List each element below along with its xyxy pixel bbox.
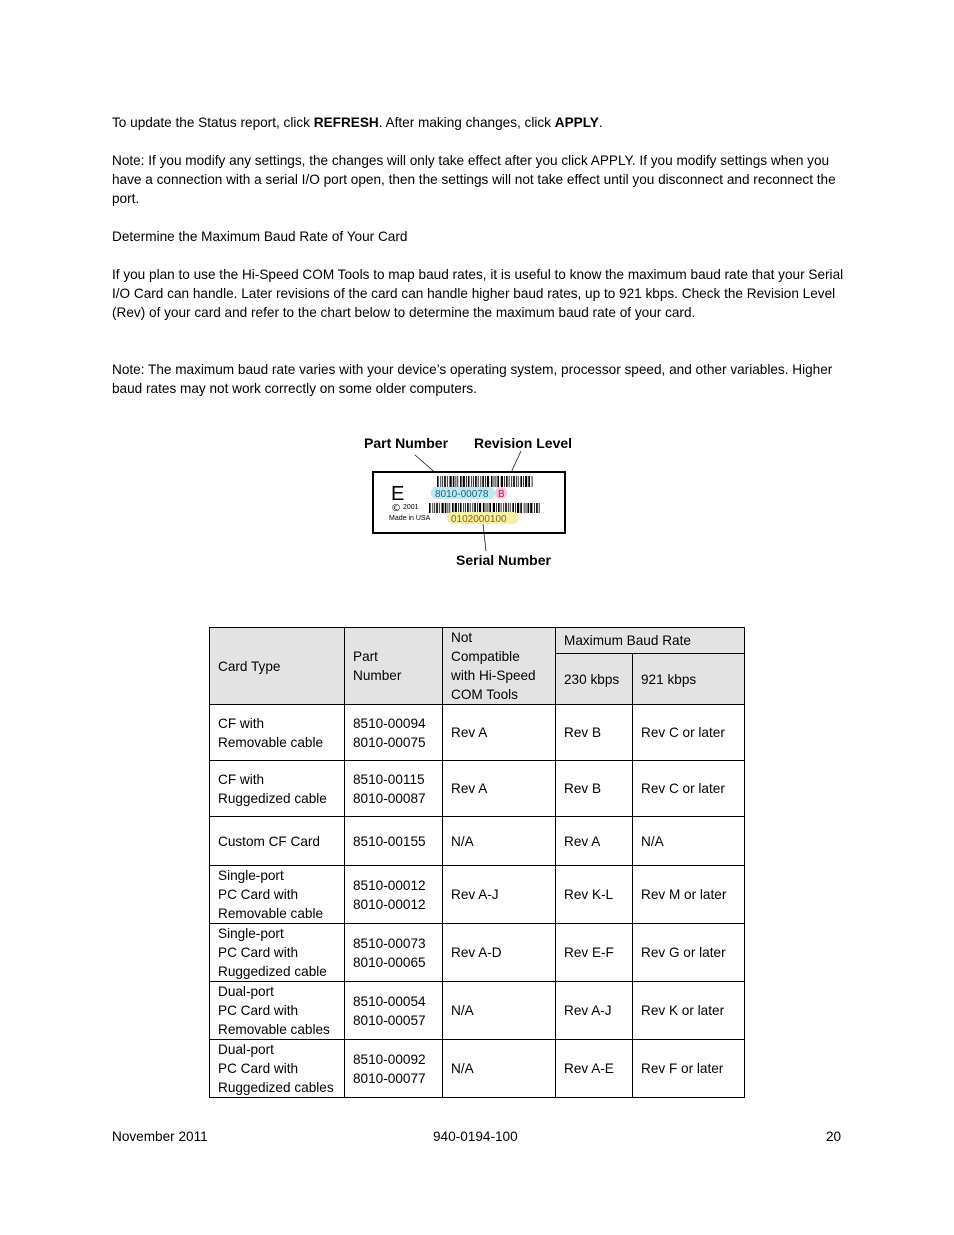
card-type-cell (210, 705, 345, 761)
table-row (210, 866, 745, 924)
label-serial-number: 0102000100 (451, 514, 507, 525)
barcode-bar (528, 476, 530, 487)
barcode-bar (497, 476, 499, 487)
barcode-bar (453, 476, 455, 487)
barcode-bar (496, 503, 497, 513)
barcode-bar (510, 503, 511, 513)
table-row (210, 1040, 745, 1098)
barcode-bar (486, 503, 487, 513)
barcode-bar (520, 476, 522, 487)
card-type-line: CF with (218, 715, 265, 731)
barcode-bar (501, 503, 502, 513)
not-compatible-cell: Rev A-D (443, 924, 556, 982)
card-type-line: PC Card with (218, 945, 299, 960)
barcode-bar (467, 503, 469, 513)
rate-921-cell: Rev C or later (633, 761, 745, 817)
table-row (210, 817, 745, 866)
not-compatible-cell: Rev A (443, 705, 556, 761)
barcode-bar (471, 476, 472, 487)
barcode-bar (482, 476, 484, 487)
part-number-cell (345, 866, 443, 924)
barcode-bar (444, 476, 446, 487)
rate-230-cell: Rev A-E (556, 1040, 633, 1098)
table-row (210, 982, 745, 1040)
barcode-bar (447, 476, 448, 487)
part-number-line: 8010-00087 (353, 790, 426, 806)
footer-doc-number: 940-0194-100 (433, 1129, 518, 1144)
part-number-line: 8010-00077 (353, 1070, 426, 1086)
card-type-line: Dual-port (218, 984, 274, 999)
rate-230-cell: Rev B (556, 761, 633, 817)
made-in-usa: Made in USA (389, 515, 431, 522)
card-type-cell (210, 982, 345, 1040)
barcode-bar (432, 503, 433, 513)
rate-921-cell: Rev G or later (633, 924, 745, 982)
header-nc-line: Not (451, 630, 473, 645)
instruction-text-3: . (598, 115, 603, 130)
not-compatible-cell: Rev A-J (443, 866, 556, 924)
barcode-bar (463, 476, 465, 487)
barcode-bar (512, 503, 514, 513)
part-number-cell: 8510-00155 (345, 817, 443, 866)
rate-921-cell: Rev C or later (633, 705, 745, 761)
copyright-year: 2001 (403, 504, 419, 511)
part-number-cell (345, 982, 443, 1040)
header-nc-line: COM Tools (451, 687, 518, 702)
rate-230-cell: Rev E-F (556, 924, 633, 982)
barcode-bar (520, 503, 522, 513)
barcode-bar (516, 476, 517, 487)
header-part-line: Number (353, 668, 402, 683)
barcode-bar (475, 476, 477, 487)
barcode-bar (528, 503, 530, 513)
barcode-bar (496, 476, 497, 487)
card-type-line: Ruggedized cables (218, 1080, 334, 1095)
barcode-bar (532, 476, 533, 487)
card-type-cell (210, 866, 345, 924)
header-230kbps: 230 kbps (556, 654, 633, 705)
card-type-line: Removable cables (218, 1022, 330, 1037)
part-number-line: 8510-00092 (353, 1051, 426, 1067)
rate-921-cell: N/A (633, 817, 745, 866)
card-letter: E (391, 483, 405, 505)
serial-number-caption: Serial Number (456, 552, 551, 568)
footer-date: November 2011 (112, 1129, 208, 1144)
barcode-bar (479, 503, 481, 513)
barcode-bar (478, 476, 479, 487)
barcode-bar (534, 503, 535, 513)
table-header-row (210, 628, 745, 654)
apply-keyword: APPLY (554, 115, 599, 130)
part-number-line: 8010-00012 (353, 896, 426, 912)
table-row (210, 924, 745, 982)
barcode-bar (489, 503, 491, 513)
barcode-bar (491, 476, 493, 487)
barcode-bar (526, 503, 527, 513)
barcode-bar (536, 503, 538, 513)
header-921kbps: 921 kbps (633, 654, 745, 705)
part-number-line: 8510-00094 (353, 715, 426, 731)
part-number-cell (345, 924, 443, 982)
barcode-bar (456, 476, 457, 487)
barcode-bar (466, 476, 467, 487)
not-compatible-cell: N/A (443, 982, 556, 1040)
header-not-compatible (443, 628, 556, 705)
barcode-bar (515, 503, 516, 513)
part-number-line: 8010-00075 (353, 734, 426, 750)
part-number-cell (345, 761, 443, 817)
card-type-line: PC Card with (218, 887, 299, 902)
not-compatible-cell: N/A (443, 817, 556, 866)
barcode-bar (445, 503, 447, 513)
card-type-cell (210, 1040, 345, 1098)
part-number-line: 8510-00115 (353, 771, 425, 787)
part-number-caption: Part Number (364, 435, 449, 451)
part-number-cell (345, 1040, 443, 1098)
header-card-type: Card Type (210, 628, 345, 705)
barcode-bar (448, 503, 449, 513)
barcode-bar (465, 503, 466, 513)
barcode-bar (442, 503, 444, 513)
card-type-line: CF with (218, 771, 265, 787)
barcode-bar (439, 503, 440, 513)
barcode-bar (457, 476, 458, 487)
barcode-bar (508, 503, 509, 513)
header-nc-line: Compatible (451, 649, 520, 664)
header-max-baud: Maximum Baud Rate (556, 628, 745, 654)
card-type-cell (210, 924, 345, 982)
barcode-bar (480, 476, 481, 487)
barcode-bar (449, 503, 450, 513)
label-part-number: 8010-00078 (435, 489, 489, 500)
barcode-bar (505, 503, 507, 513)
barcode-bar (511, 476, 512, 487)
barcode-bar (429, 503, 431, 513)
rate-921-cell: Rev K or later (633, 982, 745, 1040)
barcode-bar (506, 476, 508, 487)
barcode-bar (487, 476, 489, 487)
header-part-line: Part (353, 649, 378, 664)
barcode-bar (485, 476, 486, 487)
baud-rate-table (209, 627, 745, 1098)
baud-rate-intro: If you plan to use the Hi-Speed COM Tools to map baud rates, it is useful to know the maximum baud rate that your Serial I/O Card can handle. Later revisions of the card can handle higher baud rates, up to 921 kbps. Check the Revision Level (Rev) of your card and refer to the chart below to determine the maximum baud rate of your card. (112, 267, 844, 320)
barcode-bar (523, 476, 524, 487)
barcode-bar (458, 503, 459, 513)
header-nc-line: with Hi-Speed (451, 668, 536, 683)
instruction-text-1: To update the Status report, click (112, 115, 314, 130)
barcode-bar (437, 476, 439, 487)
barcode-bar (483, 503, 485, 513)
barcode-bar (518, 476, 519, 487)
card-type-line: Dual-port (218, 1042, 274, 1057)
part-number-line: 8010-00057 (353, 1012, 426, 1028)
label-revision: B (498, 489, 505, 500)
part-number-line: 8010-00065 (353, 954, 426, 970)
barcode-bar (513, 476, 515, 487)
part-number-line: 8510-00054 (353, 993, 426, 1009)
barcode-bar (442, 476, 443, 487)
card-type-line: PC Card with (218, 1003, 299, 1018)
barcode-bar (530, 503, 532, 513)
barcode-bar (488, 503, 489, 513)
barcode-bar (493, 503, 495, 513)
barcode-bar (460, 503, 462, 513)
not-compatible-cell: N/A (443, 1040, 556, 1098)
rate-230-cell: Rev A (556, 817, 633, 866)
rate-921-cell: Rev M or later (633, 866, 745, 924)
rate-230-cell: Rev A-J (556, 982, 633, 1040)
barcode-bar (463, 503, 464, 513)
card-type-line: Removable cable (218, 906, 324, 921)
section-heading: Determine the Maximum Baud Rate of Your Card (112, 229, 408, 244)
footer-page-number: 20 (826, 1129, 842, 1144)
barcode-bar (477, 503, 478, 513)
revision-level-caption: Revision Level (474, 435, 573, 451)
barcode-bar (450, 476, 452, 487)
barcode-bar (539, 503, 540, 513)
barcode-bar (436, 503, 438, 513)
barcode-bar (434, 503, 435, 513)
barcode-bar (472, 503, 473, 513)
barcode-bar (455, 503, 457, 513)
table-row (210, 705, 745, 761)
barcode-bar (517, 503, 519, 513)
refresh-keyword: REFRESH (313, 115, 379, 130)
barcode-bar (473, 476, 474, 487)
barcode-bar (525, 476, 527, 487)
card-type-line: Single-port (218, 926, 284, 941)
barcode-bar (524, 503, 525, 513)
part-number-line: 8510-00073 (353, 935, 426, 951)
barcode-bar (498, 503, 500, 513)
settings-note: Note: If you modify any settings, the changes will only take effect after you click APPLY. If you modify settings when you have a connection with a serial I/O port open, then the settings will not take effect until you disconnect and reconnect the port. (112, 153, 836, 206)
barcode-bar (494, 476, 495, 487)
part-number-line: 8510-00012 (353, 877, 426, 893)
barcode-bar (452, 503, 454, 513)
card-label-diagram (355, 428, 595, 578)
card-type-line: Ruggedized cable (218, 790, 327, 806)
table-row (210, 761, 745, 817)
barcode-bar (460, 476, 462, 487)
card-type-cell (210, 761, 345, 817)
refresh-apply-instruction (112, 113, 847, 132)
barcode-bar (503, 503, 504, 513)
header-part-number (345, 628, 443, 705)
card-type-line: Removable cable (218, 734, 324, 750)
not-compatible-cell: Rev A (443, 761, 556, 817)
card-type-cell: Custom CF Card (210, 817, 345, 866)
instruction-text-2: . After making changes, click (378, 115, 555, 130)
barcode-bar (470, 503, 471, 513)
barcode-bar (501, 476, 503, 487)
copyright-symbol: © (391, 503, 401, 514)
barcode-bar (474, 503, 476, 513)
barcode-bar (468, 476, 470, 487)
barcode-bar (509, 476, 510, 487)
card-type-line: Ruggedized cable (218, 964, 327, 979)
barcode-bar (440, 476, 441, 487)
part-number-cell (345, 705, 443, 761)
barcode-bar (504, 476, 505, 487)
card-type-line: Single-port (218, 868, 284, 883)
rate-921-cell: Rev F or later (633, 1040, 745, 1098)
card-type-line: PC Card with (218, 1061, 299, 1076)
baud-rate-note: Note: The maximum baud rate varies with your device’s operating system, processor speed, and other variables. Higher baud rates may not work correctly on some older computers. (112, 362, 833, 396)
rate-230-cell: Rev B (556, 705, 633, 761)
rate-230-cell: Rev K-L (556, 866, 633, 924)
